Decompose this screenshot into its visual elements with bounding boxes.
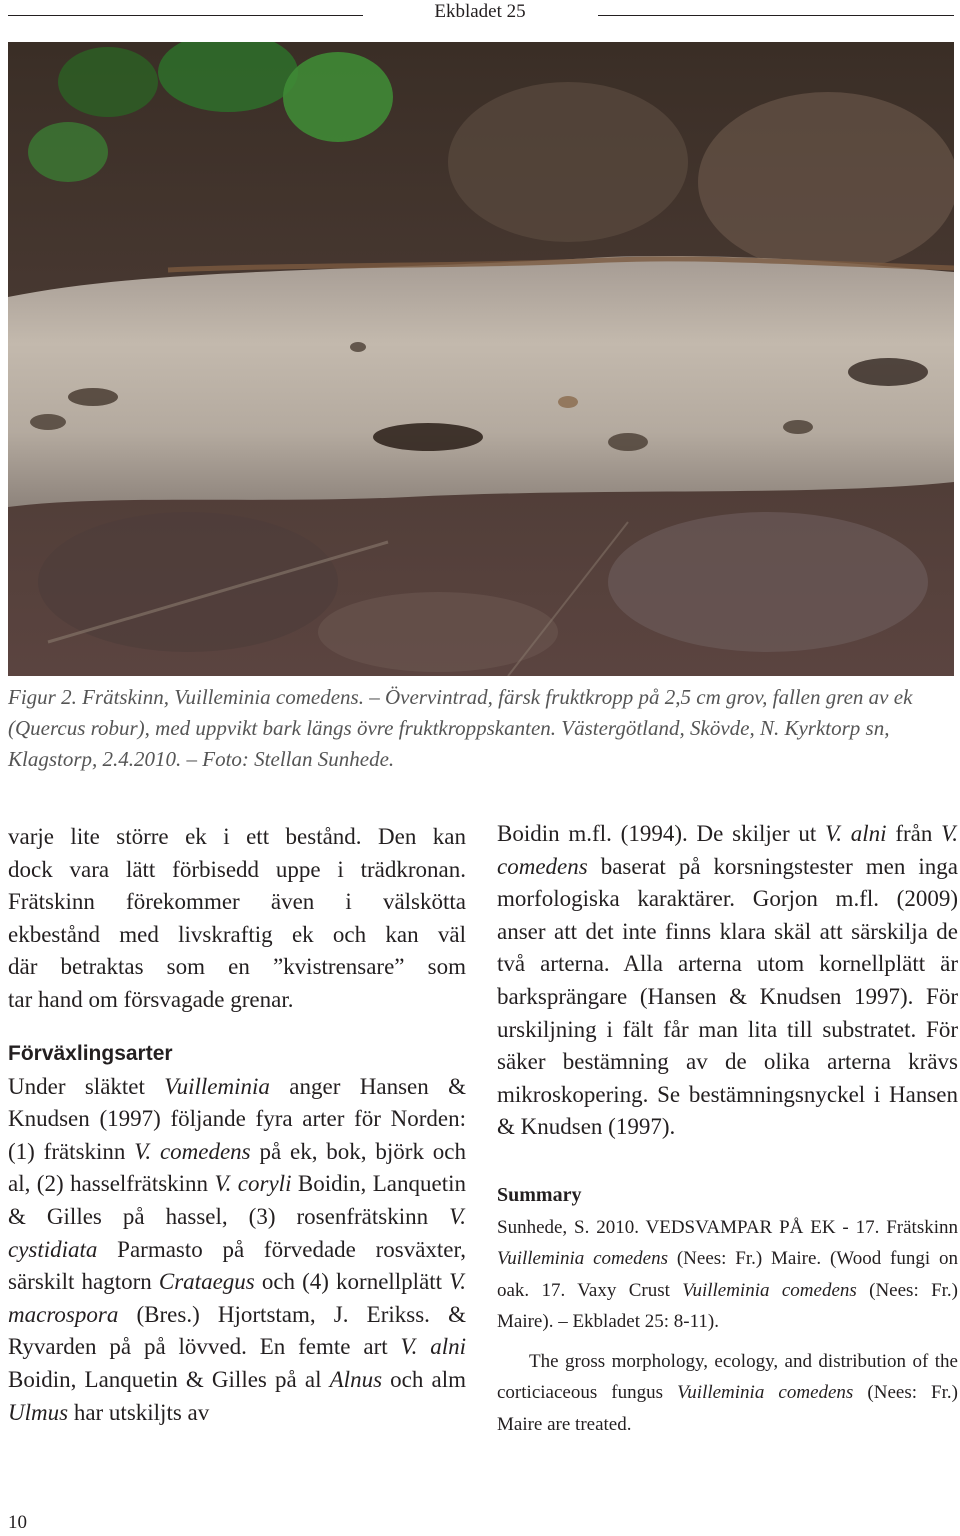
text-run: Boidin, Lanquetin & Gilles på al [8, 1366, 330, 1392]
page-number: 10 [8, 1512, 27, 1533]
paragraph-continuation [497, 818, 958, 1144]
italic-run: V. alni [825, 821, 887, 846]
text-run: (Nees: Fr.) Maire). – Ekbladet 25: 8-11). [497, 1279, 959, 1333]
text-line: dock vara lätt förbisedd uppe i trädkronan. [8, 856, 466, 882]
summary-block [497, 1212, 958, 1441]
text-run: Under släktet [8, 1073, 165, 1099]
text-run: Boidin, Lanquetin & Gilles på hassel, (3) rosenfrätskinn [8, 1171, 467, 1229]
text-run: anger Hansen & Knudsen (1997) följande fyra arter för Norden: (1) frätskinn [8, 1073, 466, 1164]
italic-run: V. comedens [497, 821, 958, 879]
text-run: (Nees: Fr.) Maire are treated. [497, 1382, 958, 1435]
header-rule-right [598, 15, 954, 16]
header-rule-left [8, 15, 363, 16]
journal-title: Ekbladet 25 [434, 1, 526, 22]
summary-heading: Summary [497, 1183, 582, 1206]
text-run: Parmasto på förvedade rosväxter, särskilt hagtorn [8, 1236, 466, 1295]
running-header [0, 0, 960, 32]
text-run: baserat på korsningstester men inga morfologiska karaktärer. Gorjon m.fl. (2009) anser att det inte finns klara skäl att särskilja de två arterna. Alla arterna utom kornellplätt är barksprängare (Hansen & Knudsen 1997). För urskiljning i fält får man lita till substratet. För säker bestämning av de olika arterna krävs mikroskopering. Se bestämningsnyckel i Hansen & Knudsen (1997). [497, 853, 958, 1140]
italic-run: V. alni [400, 1334, 466, 1360]
text-run: har utskiljts av [68, 1399, 210, 1425]
text-run: (Bres.) Hjortstam, J. Erikss. & Ryvarden på på lövved. En femte art [8, 1301, 466, 1360]
text-line: ekbestånd med livskraftig ek och kan väl [8, 921, 466, 947]
italic-run: Vuilleminia [164, 1073, 270, 1099]
italic-run: Vuilleminia comedens [677, 1382, 854, 1404]
italic-run: Vuilleminia comedens [682, 1279, 857, 1301]
text-line: där betraktas som en ”kvistrensare” som [8, 954, 466, 980]
italic-run: V. coryli [214, 1171, 292, 1197]
italic-run: V. comedens [134, 1138, 251, 1164]
paragraph-intro [8, 821, 466, 1017]
left-column [8, 821, 466, 1429]
text-run: Boidin m.fl. (1994). De skiljer ut [497, 821, 826, 846]
text-line: varje lite större ek i ett bestånd. Den kan [8, 824, 466, 849]
text-line: Frätskinn förekommer även i välskötta [8, 889, 466, 915]
paragraph-similar-species [8, 1071, 466, 1430]
text-run: från [886, 821, 942, 846]
italic-run: Crataegus [158, 1269, 255, 1295]
italic-run: V. macrospora [8, 1269, 466, 1327]
italic-run: Alnus [329, 1366, 383, 1392]
text-run: The gross morphology, ecology, and distribution of the corticiaceous fungus [497, 1350, 958, 1404]
text-run: Sunhede, S. 2010. VEDSVAMPAR PÅ EK - 17. Frätskinn [497, 1216, 958, 1238]
italic-run: V. cystidiata [8, 1203, 466, 1262]
figure-caption: Figur 2. Frätskinn, Vuilleminia comedens. – Övervintrad, färsk fruktkropp på 2,5 cm grov, fallen gren av ek (Quercus robur), med uppvikt bark längs övre fruktkroppskanten. Västergötland, Skövde, N. Kyrktorp sn, Klagstorp, 2.4.2010. – Foto: Stellan Sunhede. [8, 685, 913, 771]
text-run: på ek, bok, björk och al, (2) hasselfrätskinn [8, 1138, 466, 1197]
figure-photo [8, 42, 954, 676]
text-line: tar hand om försvagade grenar. [8, 986, 294, 1012]
summary-citation [497, 1212, 958, 1338]
italic-run: Vuilleminia comedens [497, 1248, 668, 1270]
text-run: (Nees: Fr.) Maire. (Wood fungi on oak. 17. Vaxy Crust [497, 1248, 958, 1301]
right-column [497, 818, 958, 1440]
summary-abstract [497, 1346, 958, 1441]
text-run: och (4) kornellplätt [254, 1269, 450, 1295]
section-heading: Förväxlingsarter [8, 1041, 173, 1065]
italic-run: Ulmus [8, 1399, 69, 1425]
text-run: och alm [382, 1366, 466, 1392]
